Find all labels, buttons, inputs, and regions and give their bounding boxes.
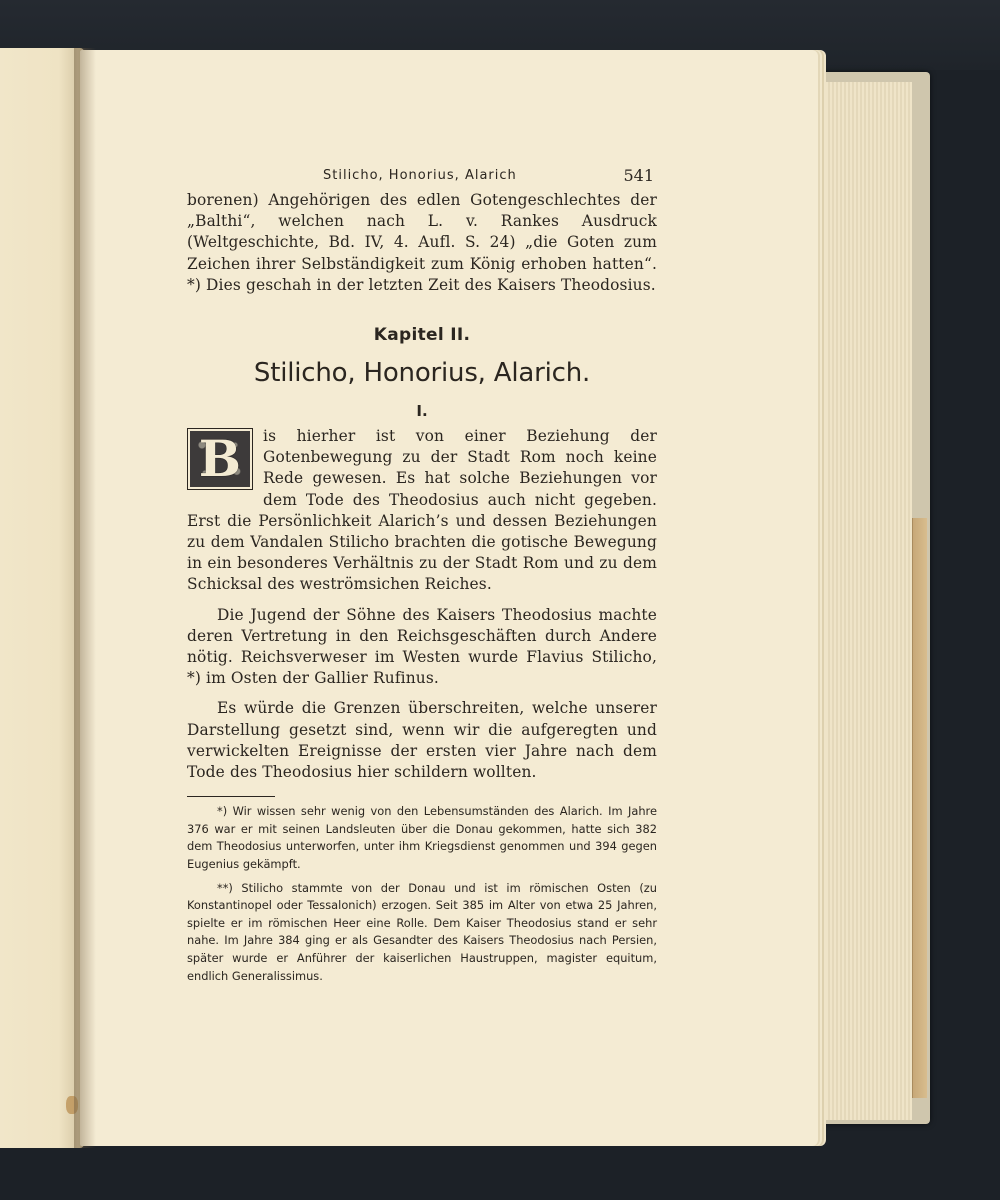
page-number: 541 <box>623 166 654 185</box>
drop-cap-letter: B <box>198 429 242 489</box>
opening-paragraph <box>187 426 657 596</box>
page-edges <box>826 82 912 1120</box>
footnote-stilicho: **) Stilicho stammte von der Donau und ist im römischen Osten (zu Konstantinopel oder Tessalonich) erzogen. Seit 385 im Alter von etwa 25 Jahren, spielte er im römischen Heer eine Rolle. Dem Kaiser Theodosius stand er sehr nahe. Im Jahre 384 ging er als Gesandter des Kaisers Theodosius nach Persien, später wurde er Anführer der kaiserlichen Haustruppen, magister equitum, endlich Generalissimus. <box>187 880 657 983</box>
footnote-rule <box>187 796 275 797</box>
running-head <box>187 164 657 190</box>
drop-cap <box>187 428 253 490</box>
opening-paragraph-text: is hierher ist von einer Beziehung der Gotenbewegung zu der Stadt Rom noch keine Rede gewesen. Es hat solche Beziehungen vor dem Tode des Theodosius auch nicht gegeben. Erst die Persönlichkeit Alarich’s und dessen Beziehungen zu dem Vandalen Stilicho brachten die gotische Bewegung in ein besonderes Verhältnis zu der Stadt Rom und zu dem Schicksal des weströmsichen Reiches. <box>187 427 657 594</box>
paragraph-grenzen: Es würde die Grenzen überschreiten, welche unserer Darstellung gesetzt sind, wenn wir die aufgeregten und verwickelten Ereignisse der ersten vier Jahre nach dem Tode des Theodosius hier schildern wollten. <box>187 699 657 782</box>
paragraph-jugend: Die Jugend der Söhne des Kaisers Theodosius machte deren Vertretung in den Reichsgeschäften durch Andere nötig. Reichsverweser im Westen wurde Flavius Stilicho, *) im Osten der Gallier Rufinus. <box>187 605 657 688</box>
bookmark-strip <box>912 518 927 1098</box>
section-number: I. <box>416 402 428 421</box>
left-page-edge <box>0 48 84 1148</box>
intro-paragraph: borenen) Angehörigen des edlen Gotengeschlechtes der „Balthi“, welchen nach L. v. Rankes Ausdruck (Weltgeschichte, Bd. IV, 4. Aufl. S. 24) „die Goten zum Zeichen ihrer Selbständigkeit zum König erhoben hatten“. *) Dies geschah in der letzten Zeit des Kaisers Theodosius. <box>187 191 657 294</box>
page-content <box>187 164 657 985</box>
running-title: Stilicho, Honorius, Alarich <box>323 168 517 183</box>
drop-cap-ornament <box>190 431 250 487</box>
chapter-title: Stilicho, Honorius, Alarich. <box>253 358 591 389</box>
footnote-alarich: *) Wir wissen sehr wenig von den Lebensumständen des Alarich. Im Jahre 376 war er mit seinen Landsleuten über die Donau gekommen, hatte sich 382 dem Theodosius unterworfen, unter ihm Kriegsdienst genommen und 394 gegen Eugenius gekämpft. <box>187 804 657 872</box>
chapter-label: Kapitel II. <box>373 325 471 346</box>
page-gutter-shadow <box>74 48 96 1148</box>
